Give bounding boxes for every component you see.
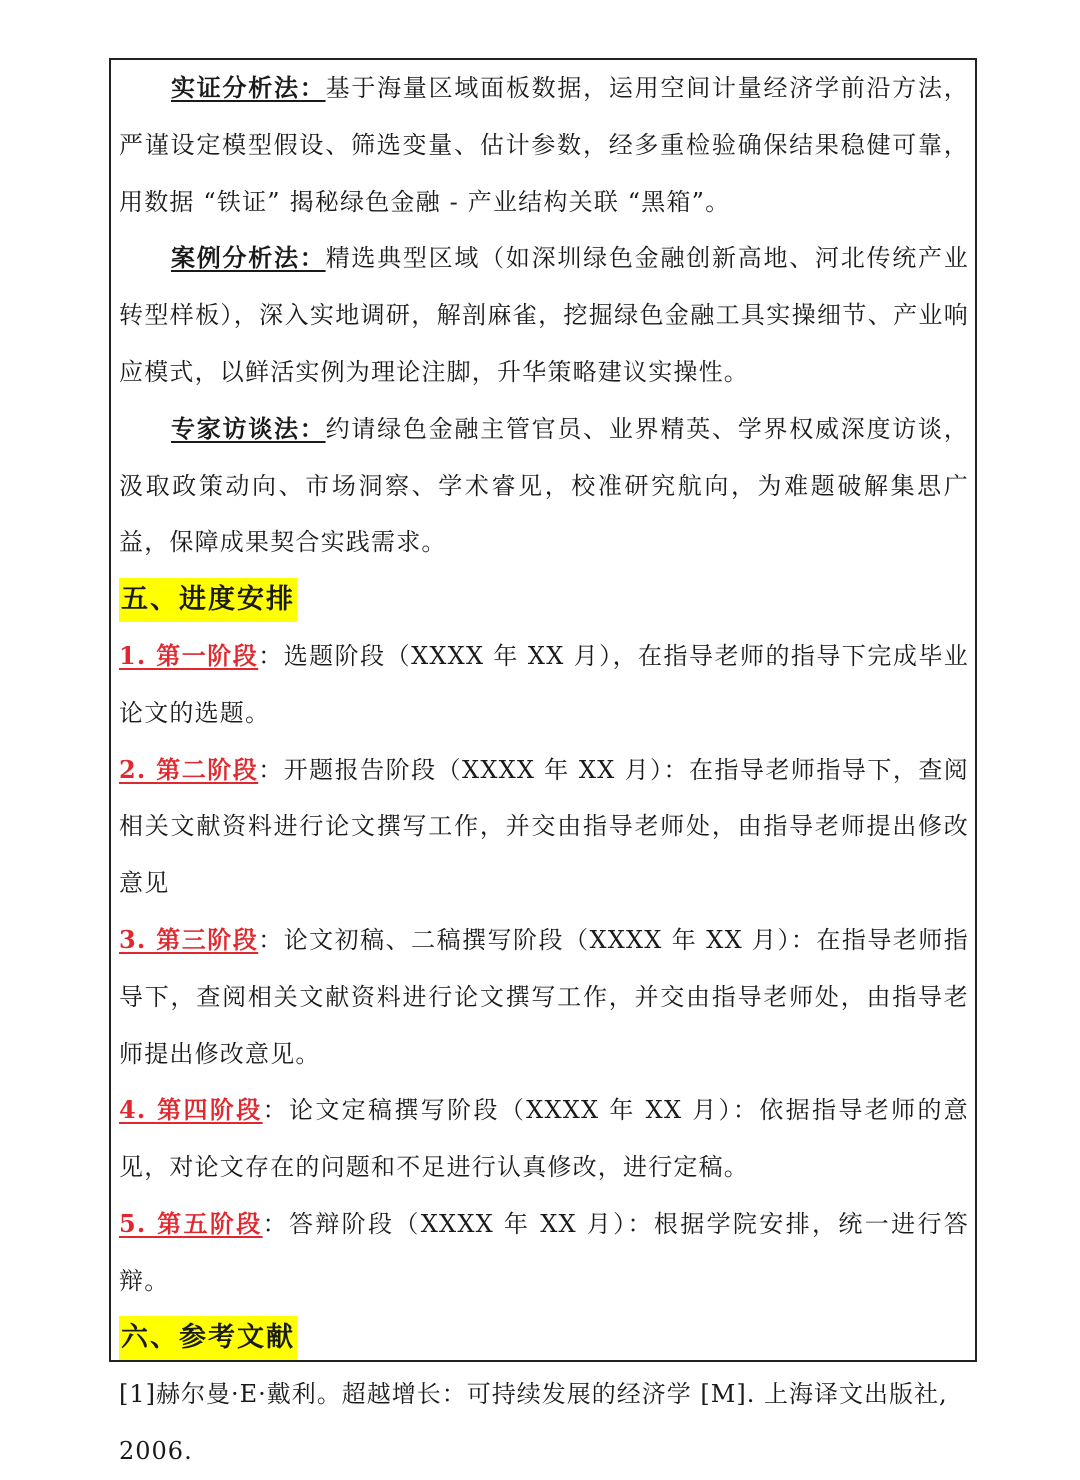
stage-label: 3. 第三阶段	[119, 924, 259, 954]
method-text: 约请绿色金融主管官员、业界精英、学界权威深度访谈，汲取政策动向、市场洞察、学术睿见，校准研究航向，为难题破解集思广益，保障成果契合实践需求。	[119, 414, 969, 557]
method-interview	[119, 401, 969, 571]
method-label: 实证分析法：	[171, 73, 326, 102]
method-text: 精选典型区域（如深圳绿色金融创新高地、河北传统产业转型样板），深入实地调研，解剖麻雀，挖掘绿色金融工具实操细节、产业响应模式，以鲜活实例为理论注脚，升华策略建议实操性。	[119, 244, 969, 386]
stage-item	[119, 1082, 969, 1196]
stage-label: 1. 第一阶段	[119, 640, 259, 670]
stage-text: ：选题阶段（XXXX 年 XX 月），在指导老师的指导下完成毕业论文的选题。	[119, 641, 969, 727]
stage-item	[119, 1196, 969, 1310]
stage-text: ：答辩阶段（XXXX 年 XX 月）：根据学院安排，统一进行答辩。	[119, 1209, 969, 1295]
stage-text: ：开题报告阶段（XXXX 年 XX 月）：在指导老师指导下，查阅相关文献资料进行论文撰写工作，并交由指导老师处，由指导老师提出修改意见	[119, 755, 969, 898]
stage-item	[119, 912, 969, 1082]
stage-item	[119, 742, 969, 912]
stage-label: 4. 第四阶段	[119, 1095, 263, 1125]
stage-label: 2. 第二阶段	[119, 754, 259, 784]
stage-text: ：论文初稿、二稿撰写阶段（XXXX 年 XX 月）：在指导老师指导下，查阅相关文献资料进行论文撰写工作，并交由指导老师处，由指导老师提出修改意见。	[119, 925, 969, 1068]
method-label: 专家访谈法：	[171, 413, 326, 443]
stage-text: ：论文定稿撰写阶段（XXXX 年 XX 月）：依据指导老师的意见，对论文存在的问题和不足进行认真修改，进行定稿。	[119, 1096, 969, 1182]
reference-item: [1]赫尔曼·E·戴利。超越增长：可持续发展的经济学 [M]. 上海译文出版社, 2006.	[119, 1380, 948, 1466]
method-case	[119, 230, 969, 400]
method-label: 案例分析法：	[171, 243, 326, 273]
stage-item	[119, 628, 969, 742]
section-heading-references: 六、参考文献	[119, 1316, 297, 1360]
section-heading-row	[119, 571, 969, 628]
document-body	[119, 60, 969, 1480]
stage-label: 5. 第五阶段	[119, 1208, 263, 1238]
method-empirical	[119, 60, 969, 230]
section-heading-schedule: 五、进度安排	[119, 578, 297, 622]
section-heading-row	[119, 1310, 969, 1367]
method-text: 基于海量区域面板数据，运用空间计量经济学前沿方法，严谨设定模型假设、筛选变量、估计参数，经多重检验确保结果稳健可靠，用数据 “铁证” 揭秘绿色金融 - 产业结构关联 “黑箱”。	[119, 74, 969, 216]
